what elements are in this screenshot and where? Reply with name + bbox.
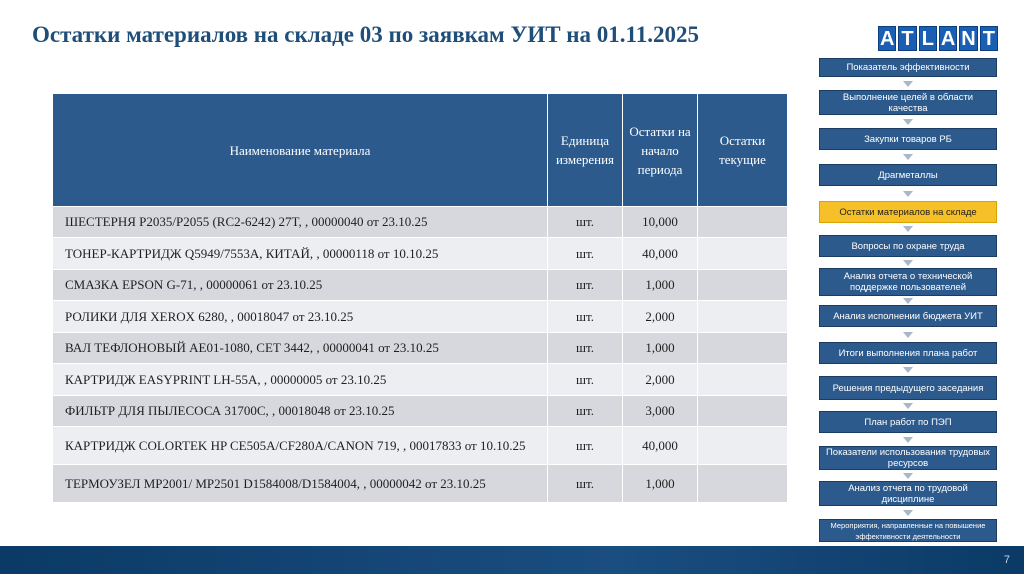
cell-unit: шт. [548,207,623,238]
cell-name: ВАЛ ТЕФЛОНОВЫЙ AE01-1080, CET 3442, , 00000041 от 23.10.25 [53,333,548,364]
atlant-logo [878,26,998,51]
logo-letter: L [919,26,937,51]
arrow-down-icon [903,367,913,373]
menu-item[interactable]: Остатки материалов на складе [819,201,997,223]
cell-unit: шт. [548,396,623,427]
cell-name: КАРТРИДЖ COLORTEK HP CE505A/CF280A/CANON 719, , 00017833 от 10.10.25 [53,427,548,465]
arrow-down-icon [903,332,913,338]
cell-current [698,238,788,270]
cell-start: 40,000 [623,427,698,465]
logo-letter: T [898,26,916,51]
cell-start: 1,000 [623,465,698,503]
menu-item[interactable]: План работ по ПЭП [819,411,997,433]
cell-start: 2,000 [623,301,698,333]
cell-unit: шт. [548,333,623,364]
cell-current [698,396,788,427]
menu-item[interactable]: Драгметаллы [819,164,997,186]
col-header-start: Остатки на начало периода [623,94,698,207]
table-row [53,238,788,270]
menu-item[interactable]: Показатель эффективности [819,58,997,77]
cell-name: ТОНЕР-КАРТРИДЖ Q5949/7553A, КИТАЙ, , 00000118 от 10.10.25 [53,238,548,270]
cell-name: ШЕСТЕРНЯ P2035/P2055 (RC2-6242) 27T, , 00000040 от 23.10.25 [53,207,548,238]
cell-start: 1,000 [623,270,698,301]
cell-current [698,301,788,333]
cell-name: ТЕРМОУЗЕЛ MP2001/ MP2501 D1584008/D1584004, , 00000042 от 23.10.25 [53,465,548,503]
cell-current [698,333,788,364]
arrow-down-icon [903,226,913,232]
table-row [53,207,788,238]
page-title: Остатки материалов на складе 03 по заявкам УИТ на 01.11.2025 [32,22,700,47]
cell-start: 3,000 [623,396,698,427]
cell-start: 1,000 [623,333,698,364]
menu-item[interactable]: Показатели использования трудовых ресурсов [819,446,997,470]
menu-item[interactable]: Вопросы по охране труда [819,235,997,257]
cell-start: 40,000 [623,238,698,270]
cell-current [698,465,788,503]
cell-unit: шт. [548,427,623,465]
materials-table [52,93,788,503]
cell-current [698,207,788,238]
arrow-down-icon [903,510,913,516]
table-row [53,333,788,364]
cell-current [698,270,788,301]
col-header-current: Остатки текущие [698,94,788,207]
menu-item[interactable]: Мероприятия, направленные на повышение эффективности деятельности [819,519,997,542]
table-row [53,364,788,396]
arrow-down-icon [903,260,913,266]
arrow-down-icon [903,473,913,479]
menu-item[interactable]: Анализ отчета по трудовой дисциплине [819,481,997,506]
cell-name: РОЛИКИ ДЛЯ XEROX 6280, , 00018047 от 23.10.25 [53,301,548,333]
table-header-row [53,94,788,207]
cell-name: ФИЛЬТР ДЛЯ ПЫЛЕСОСА 31700C, , 00018048 от 23.10.25 [53,396,548,427]
arrow-down-icon [903,154,913,160]
table-row [53,301,788,333]
cell-unit: шт. [548,364,623,396]
cell-start: 10,000 [623,207,698,238]
cell-name: СМАЗКА EPSON G-71, , 00000061 от 23.10.25 [53,270,548,301]
menu-item[interactable]: Анализ отчета о технической поддержке пользователей [819,268,997,296]
logo-letter: T [980,26,998,51]
logo-letter: N [961,28,976,50]
cell-unit: шт. [548,465,623,503]
arrow-down-icon [903,81,913,87]
cell-unit: шт. [548,270,623,301]
cell-unit: шт. [548,238,623,270]
arrow-down-icon [903,119,913,125]
table-row [53,396,788,427]
arrow-down-icon [903,403,913,409]
logo-letter: A [879,28,895,50]
logo-letter: A [940,28,956,50]
footer-bar [0,546,1024,574]
col-header-name: Наименование материала [53,94,548,207]
arrow-down-icon [903,191,913,197]
cell-start: 2,000 [623,364,698,396]
table-row [53,270,788,301]
arrow-down-icon [903,298,913,304]
menu-item[interactable]: Решения предыдущего заседания [819,376,997,400]
cell-current [698,364,788,396]
menu-item[interactable]: Итоги выполнения плана работ [819,342,997,364]
table-row [53,427,788,465]
menu-item[interactable]: Закупки товаров РБ [819,128,997,150]
menu-item[interactable]: Анализ исполнении бюджета УИТ [819,305,997,327]
cell-current [698,427,788,465]
cell-unit: шт. [548,301,623,333]
cell-name: КАРТРИДЖ EASYPRINT LH-55A, , 00000005 от 23.10.25 [53,364,548,396]
menu-item[interactable]: Выполнение целей в области качества [819,90,997,115]
page-number: 7 [1003,554,1010,566]
arrow-down-icon [903,437,913,443]
table-row [53,465,788,503]
col-header-unit: Единица измерения [548,94,623,207]
